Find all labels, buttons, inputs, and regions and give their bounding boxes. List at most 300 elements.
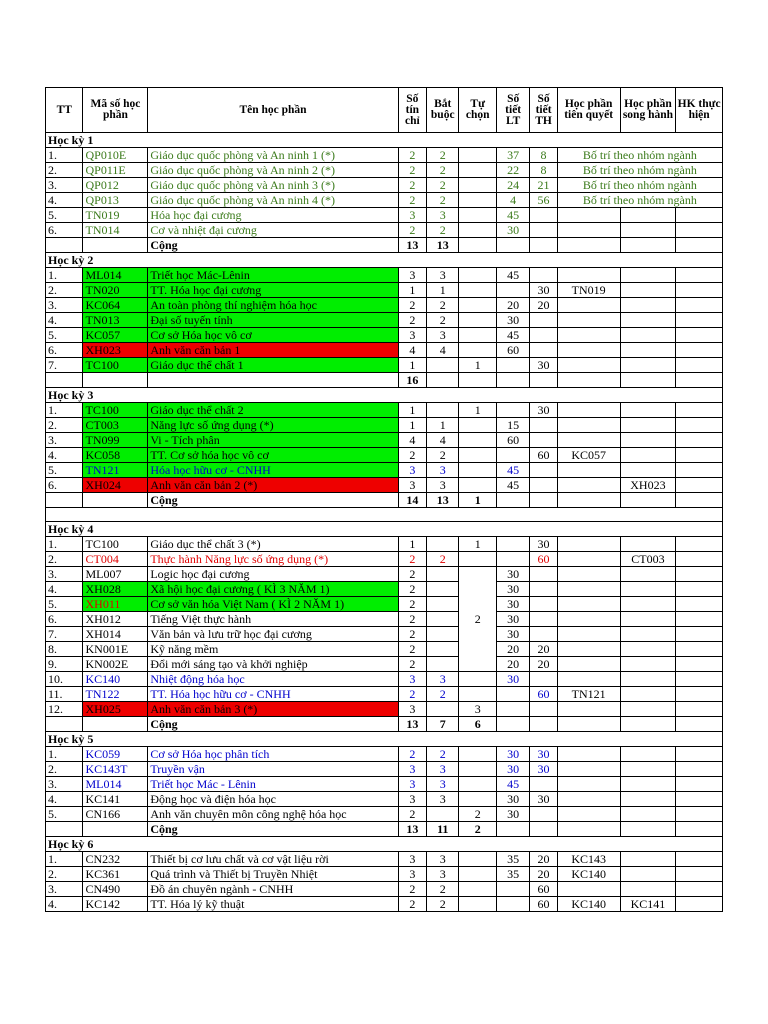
course-lt: 30 (496, 597, 529, 612)
course-required: 2 (427, 193, 459, 208)
col-ten: Tên học phần (148, 88, 398, 133)
course-prereq (557, 627, 620, 642)
course-required (427, 567, 459, 582)
course-code: KC143T (83, 762, 148, 777)
semester-title: Học kỳ 1 (46, 133, 723, 148)
course-credits: 3 (398, 777, 426, 792)
course-required: 3 (427, 328, 459, 343)
total-credits: 13 (398, 717, 426, 732)
course-name: Đại số tuyến tính (148, 313, 398, 328)
course-tt: 5. (46, 328, 83, 343)
course-parallel (620, 403, 676, 418)
course-name: Giáo dục thể chất 1 (148, 358, 398, 373)
course-parallel (620, 657, 676, 672)
course-credits: 2 (398, 897, 426, 912)
course-credits: 1 (398, 358, 426, 373)
course-prereq (557, 208, 620, 223)
total-label: Cộng (148, 238, 398, 253)
course-th (530, 418, 557, 433)
course-lt: 20 (496, 642, 529, 657)
course-prereq (557, 762, 620, 777)
course-tt: 3. (46, 882, 83, 897)
course-required (427, 702, 459, 717)
course-required (427, 807, 459, 822)
course-th: 20 (530, 298, 557, 313)
course-semester (676, 582, 723, 597)
course-semester (676, 597, 723, 612)
course-semester (676, 343, 723, 358)
course-credits: 3 (398, 702, 426, 717)
course-parallel (620, 223, 676, 238)
course-semester (676, 897, 723, 912)
course-prereq (557, 433, 620, 448)
total-empty (496, 822, 529, 837)
total-required: 13 (427, 238, 459, 253)
course-th (530, 627, 557, 642)
total-empty (620, 373, 676, 388)
course-semester (676, 807, 723, 822)
course-prereq (557, 298, 620, 313)
total-empty (676, 373, 723, 388)
course-parallel (620, 672, 676, 687)
course-prereq (557, 313, 620, 328)
course-prereq (557, 642, 620, 657)
course-semester (676, 612, 723, 627)
course-th (530, 597, 557, 612)
col-tt: TT (46, 88, 83, 133)
semester-row (46, 837, 723, 852)
course-prereq: KC143 (557, 852, 620, 867)
course-th: 60 (530, 448, 557, 463)
total-row (46, 238, 723, 253)
course-th (530, 777, 557, 792)
course-credits: 1 (398, 283, 426, 298)
course-lt: 45 (496, 268, 529, 283)
course-semester (676, 852, 723, 867)
course-name: Cơ sở Hóa học vô cơ (148, 328, 398, 343)
course-row (46, 657, 723, 672)
course-row (46, 208, 723, 223)
course-required (427, 642, 459, 657)
course-elective (459, 897, 496, 912)
course-credits: 2 (398, 597, 426, 612)
total-empty (557, 822, 620, 837)
course-row (46, 762, 723, 777)
course-tt: 2. (46, 867, 83, 882)
total-label (148, 373, 398, 388)
course-name: TT. Hóa học đại cương (148, 283, 398, 298)
header-row (46, 88, 723, 133)
course-elective (459, 193, 496, 208)
course-semester (676, 642, 723, 657)
course-prereq (557, 882, 620, 897)
total-elective (459, 373, 496, 388)
course-tt: 10. (46, 672, 83, 687)
course-th: 30 (530, 747, 557, 762)
course-tt: 2. (46, 283, 83, 298)
course-elective (459, 298, 496, 313)
course-row (46, 747, 723, 762)
total-empty (530, 493, 557, 508)
course-prereq (557, 777, 620, 792)
course-code: CN166 (83, 807, 148, 822)
total-empty (676, 822, 723, 837)
course-tt: 8. (46, 642, 83, 657)
course-tt: 4. (46, 582, 83, 597)
course-prereq (557, 807, 620, 822)
course-name: Anh văn căn bản 3 (*) (148, 702, 398, 717)
course-th: 30 (530, 762, 557, 777)
course-code: XH023 (83, 343, 148, 358)
course-prereq: KC140 (557, 867, 620, 882)
course-credits: 3 (398, 672, 426, 687)
course-name: Hóa học hữu cơ - CNHH (148, 463, 398, 478)
semester-row (46, 253, 723, 268)
course-name: Cơ sở văn hóa Việt Nam ( KÌ 2 NĂM 1) (148, 597, 398, 612)
course-credits: 2 (398, 567, 426, 582)
course-code: CT004 (83, 552, 148, 567)
course-tt: 1. (46, 852, 83, 867)
course-tt: 7. (46, 358, 83, 373)
course-required: 2 (427, 178, 459, 193)
course-code: CT003 (83, 418, 148, 433)
course-semester (676, 867, 723, 882)
course-required (427, 537, 459, 552)
course-th: 60 (530, 882, 557, 897)
total-required: 13 (427, 493, 459, 508)
course-code: TN014 (83, 223, 148, 238)
course-prereq (557, 612, 620, 627)
course-tt: 5. (46, 208, 83, 223)
course-parallel (620, 612, 676, 627)
course-name: Giáo dục thể chất 3 (*) (148, 537, 398, 552)
course-th: 60 (530, 552, 557, 567)
course-th (530, 223, 557, 238)
course-name: Giáo dục quốc phòng và An ninh 1 (*) (148, 148, 398, 163)
course-row (46, 463, 723, 478)
course-required: 3 (427, 792, 459, 807)
course-credits: 1 (398, 537, 426, 552)
course-row (46, 612, 723, 627)
course-name: Văn bản và lưu trữ học đại cương (148, 627, 398, 642)
course-code: KC140 (83, 672, 148, 687)
course-semester (676, 268, 723, 283)
course-lt: 22 (496, 163, 529, 178)
course-credits: 2 (398, 178, 426, 193)
course-th: 60 (530, 687, 557, 702)
course-parallel (620, 702, 676, 717)
col-bat-buoc: Bắt buộc (427, 88, 459, 133)
course-parallel (620, 777, 676, 792)
course-prereq (557, 463, 620, 478)
course-code: TN013 (83, 313, 148, 328)
course-parallel (620, 582, 676, 597)
course-code: XH024 (83, 478, 148, 493)
course-th (530, 343, 557, 358)
course-semester (676, 418, 723, 433)
total-credits: 13 (398, 238, 426, 253)
course-code: CN232 (83, 852, 148, 867)
total-empty (557, 373, 620, 388)
course-name: Triết học Mác-Lênin (148, 268, 398, 283)
semester-row (46, 388, 723, 403)
course-credits: 2 (398, 747, 426, 762)
course-lt: 30 (496, 807, 529, 822)
course-lt: 35 (496, 867, 529, 882)
semester-title: Học kỳ 3 (46, 388, 723, 403)
course-name: Kỹ năng mềm (148, 642, 398, 657)
course-row (46, 792, 723, 807)
course-required: 2 (427, 897, 459, 912)
course-tt: 3. (46, 298, 83, 313)
course-code: CN490 (83, 882, 148, 897)
course-th (530, 807, 557, 822)
course-th (530, 702, 557, 717)
course-row (46, 582, 723, 597)
course-required: 3 (427, 867, 459, 882)
course-row (46, 403, 723, 418)
course-name: Quá trình và Thiết bị Truyền Nhiệt (148, 867, 398, 882)
course-name: Giáo dục quốc phòng và An ninh 4 (*) (148, 193, 398, 208)
total-empty (496, 717, 529, 732)
total-empty (676, 717, 723, 732)
course-row (46, 478, 723, 493)
total-empty (620, 822, 676, 837)
course-tt: 4. (46, 792, 83, 807)
course-row (46, 193, 723, 208)
course-row (46, 328, 723, 343)
course-required: 2 (427, 552, 459, 567)
course-required: 3 (427, 268, 459, 283)
course-code: TC100 (83, 403, 148, 418)
course-required (427, 657, 459, 672)
course-elective (459, 448, 496, 463)
course-semester (676, 747, 723, 762)
course-semester (676, 328, 723, 343)
course-elective (459, 343, 496, 358)
course-semester (676, 298, 723, 313)
course-lt (496, 358, 529, 373)
course-parallel (620, 448, 676, 463)
course-required: 3 (427, 463, 459, 478)
course-name: Tiếng Việt thực hành (148, 612, 398, 627)
course-credits: 4 (398, 343, 426, 358)
course-tt: 4. (46, 313, 83, 328)
course-elective (459, 478, 496, 493)
course-parallel (620, 762, 676, 777)
total-row (46, 822, 723, 837)
course-th: 30 (530, 792, 557, 807)
total-empty-tt (46, 238, 83, 253)
total-empty-tt (46, 822, 83, 837)
course-tt: 1. (46, 537, 83, 552)
course-credits: 2 (398, 642, 426, 657)
course-required: 4 (427, 433, 459, 448)
course-tt: 2. (46, 163, 83, 178)
course-code: KC057 (83, 328, 148, 343)
course-tt: 1. (46, 148, 83, 163)
course-required: 2 (427, 298, 459, 313)
course-prereq (557, 747, 620, 762)
course-th (530, 582, 557, 597)
course-name: TT. Hóa học hữu cơ - CNHH (148, 687, 398, 702)
course-semester (676, 283, 723, 298)
course-parallel (620, 747, 676, 762)
course-semester (676, 433, 723, 448)
course-credits: 3 (398, 852, 426, 867)
total-credits: 16 (398, 373, 426, 388)
course-credits: 2 (398, 807, 426, 822)
course-name: Giáo dục quốc phòng và An ninh 3 (*) (148, 178, 398, 193)
course-prereq (557, 328, 620, 343)
col-th: Số tiết TH (530, 88, 557, 133)
course-row (46, 552, 723, 567)
blank-row (46, 508, 723, 522)
course-prereq (557, 478, 620, 493)
total-credits: 14 (398, 493, 426, 508)
course-lt: 60 (496, 343, 529, 358)
course-prereq (557, 537, 620, 552)
course-credits: 2 (398, 163, 426, 178)
course-required: 4 (427, 343, 459, 358)
course-th: 60 (530, 897, 557, 912)
course-name: Truyền vận (148, 762, 398, 777)
course-code: TC100 (83, 537, 148, 552)
course-name: Xã hội học đại cương ( KÌ 3 NĂM 1) (148, 582, 398, 597)
course-elective (459, 163, 496, 178)
course-semester (676, 223, 723, 238)
course-code: KC142 (83, 897, 148, 912)
course-elective (459, 418, 496, 433)
course-prereq: TN121 (557, 687, 620, 702)
course-credits: 2 (398, 687, 426, 702)
course-lt: 30 (496, 792, 529, 807)
course-row (46, 298, 723, 313)
course-required: 3 (427, 777, 459, 792)
total-empty-tt (46, 717, 83, 732)
course-semester (676, 702, 723, 717)
course-elective: 3 (459, 702, 496, 717)
total-label: Cộng (148, 717, 398, 732)
course-th: 20 (530, 852, 557, 867)
course-row (46, 313, 723, 328)
course-lt (496, 537, 529, 552)
course-code: KN001E (83, 642, 148, 657)
course-name: Đồ án chuyên ngành - CNHH (148, 882, 398, 897)
total-empty-code (83, 822, 148, 837)
course-th: 8 (530, 148, 557, 163)
course-semester (676, 537, 723, 552)
course-parallel (620, 537, 676, 552)
course-lt (496, 702, 529, 717)
course-row (46, 178, 723, 193)
course-semester (676, 358, 723, 373)
course-th: 8 (530, 163, 557, 178)
course-name: Anh văn chuyên môn công nghệ hóa học (148, 807, 398, 822)
course-elective (459, 552, 496, 567)
elective-group-credits: 2 (459, 567, 496, 672)
course-parallel (620, 882, 676, 897)
course-lt (496, 283, 529, 298)
course-th: 30 (530, 403, 557, 418)
course-th: 20 (530, 867, 557, 882)
course-parallel (620, 567, 676, 582)
course-tt: 1. (46, 268, 83, 283)
course-tt: 4. (46, 193, 83, 208)
course-credits: 4 (398, 433, 426, 448)
total-empty-code (83, 373, 148, 388)
course-lt: 20 (496, 298, 529, 313)
course-row (46, 163, 723, 178)
total-elective: 6 (459, 717, 496, 732)
course-row (46, 343, 723, 358)
course-elective (459, 208, 496, 223)
course-name: Giáo dục thể chất 2 (148, 403, 398, 418)
course-lt: 30 (496, 223, 529, 238)
course-credits: 2 (398, 223, 426, 238)
course-tt: 5. (46, 597, 83, 612)
course-code: XH012 (83, 612, 148, 627)
course-elective (459, 178, 496, 193)
course-th (530, 268, 557, 283)
course-credits: 3 (398, 208, 426, 223)
course-lt: 30 (496, 762, 529, 777)
course-parallel (620, 343, 676, 358)
course-code: KN002E (83, 657, 148, 672)
course-parallel: XH023 (620, 478, 676, 493)
course-required: 2 (427, 687, 459, 702)
course-prereq (557, 403, 620, 418)
semester-row (46, 732, 723, 747)
course-th: 30 (530, 537, 557, 552)
course-prereq: TN019 (557, 283, 620, 298)
course-semester (676, 208, 723, 223)
course-required: 2 (427, 882, 459, 897)
course-code: KC361 (83, 867, 148, 882)
course-code: XH028 (83, 582, 148, 597)
semester-row (46, 522, 723, 537)
course-parallel: KC141 (620, 897, 676, 912)
course-required: 3 (427, 208, 459, 223)
course-credits: 3 (398, 268, 426, 283)
course-lt: 30 (496, 672, 529, 687)
course-parallel (620, 792, 676, 807)
course-th: 21 (530, 178, 557, 193)
course-required (427, 627, 459, 642)
course-th (530, 672, 557, 687)
course-required: 2 (427, 148, 459, 163)
course-credits: 2 (398, 627, 426, 642)
course-elective: 1 (459, 403, 496, 418)
course-tt: 3. (46, 567, 83, 582)
course-credits: 3 (398, 792, 426, 807)
course-row (46, 627, 723, 642)
course-elective (459, 852, 496, 867)
course-elective (459, 148, 496, 163)
course-prereq: KC057 (557, 448, 620, 463)
course-required (427, 597, 459, 612)
course-credits: 3 (398, 867, 426, 882)
course-semester (676, 657, 723, 672)
course-prereq (557, 358, 620, 373)
course-credits: 2 (398, 882, 426, 897)
course-tt: 3. (46, 178, 83, 193)
course-prereq (557, 268, 620, 283)
course-parallel (620, 328, 676, 343)
course-credits: 1 (398, 418, 426, 433)
course-credits: 3 (398, 463, 426, 478)
course-credits: 2 (398, 448, 426, 463)
